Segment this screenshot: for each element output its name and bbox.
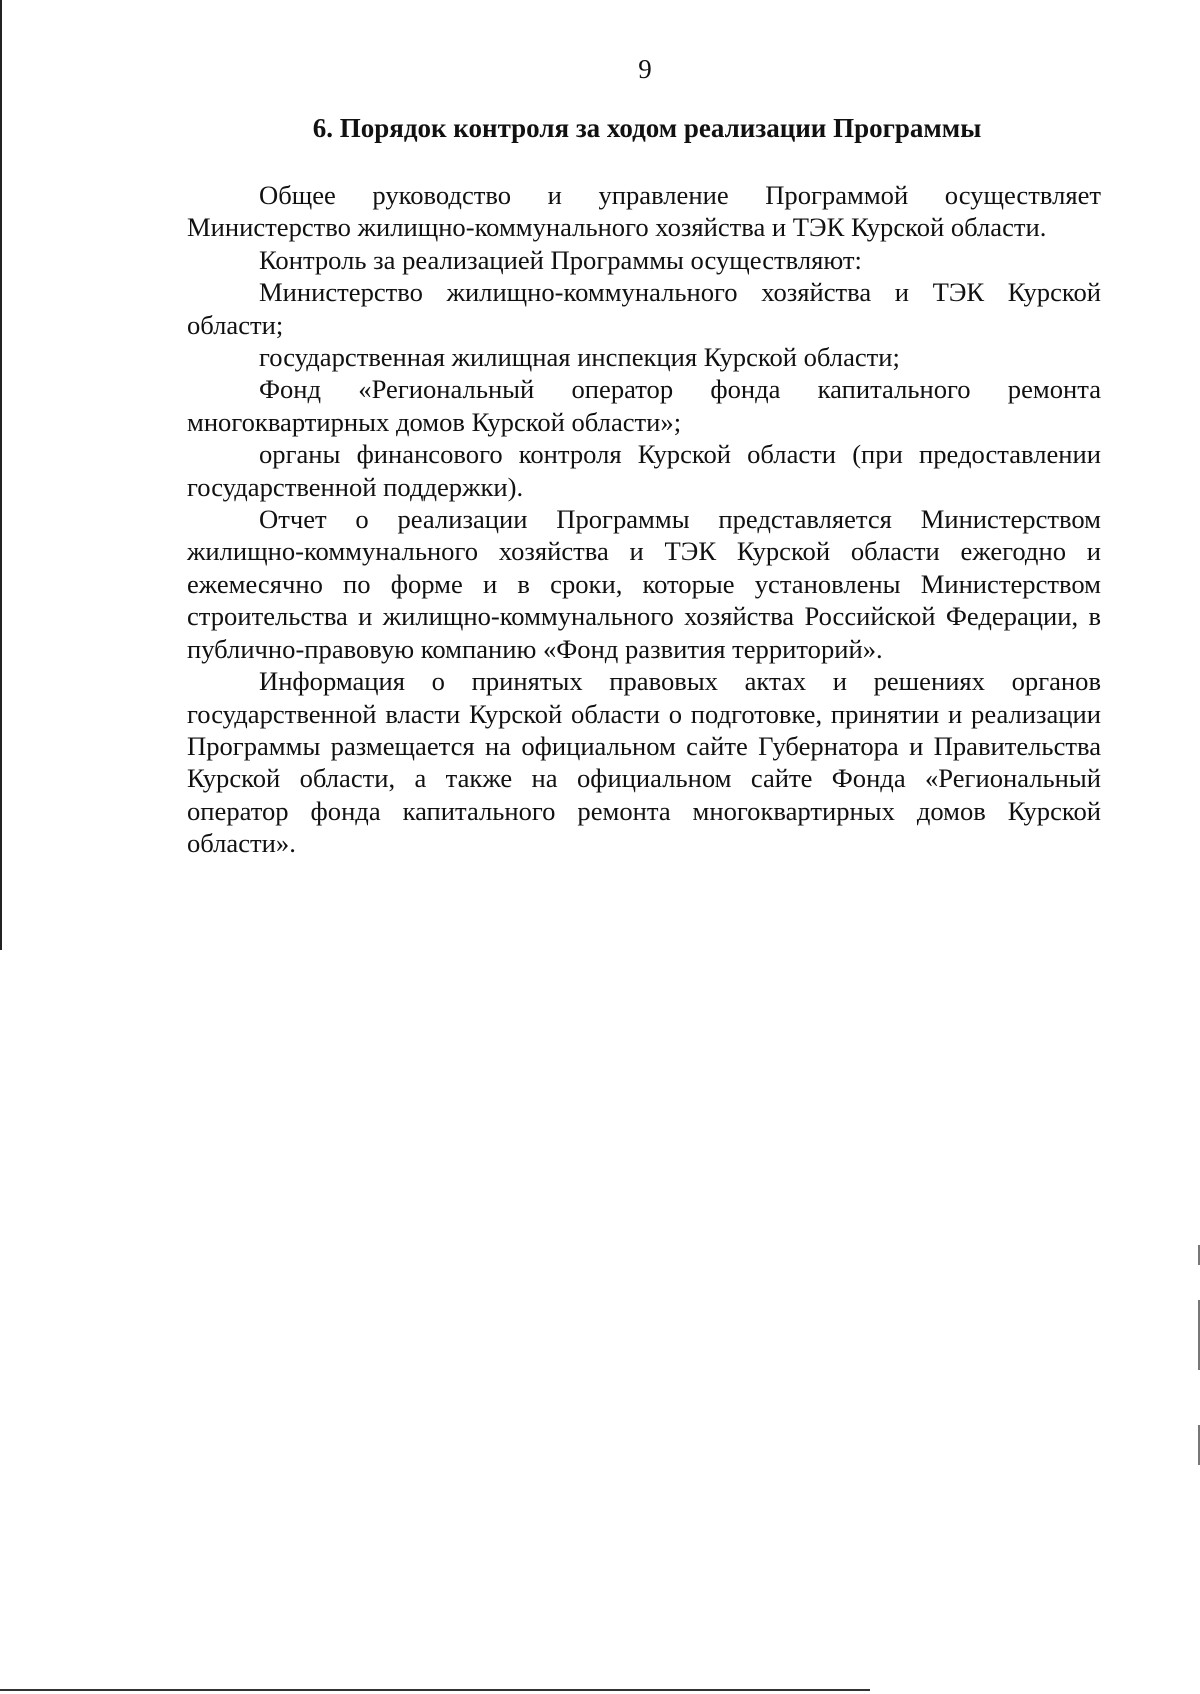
- document-body: [187, 179, 1101, 860]
- paragraph-report: Отчет о реализации Программы представляется Министерством жилищно-коммунального хозяйства и ТЭК Курской области ежегодно и ежемесячно по форме и в сроки, которые установлены Министерством строительства и жилищно-коммунального хозяйства Российской Федерации, в публично-правовую компанию «Фонд развития территорий».: [187, 504, 1101, 664]
- list-item-ministry: Министерство жилищно-коммунального хозяйства и ТЭК Курской области;: [187, 277, 1101, 340]
- paragraph-general-management: Общее руководство и управление Программой осуществляет Министерство жилищно-коммунального хозяйства и ТЭК Курской области.: [187, 180, 1101, 243]
- paragraph-control-intro: Контроль за реализацией Программы осуществляют:: [259, 244, 862, 275]
- section-title: 6. Порядок контроля за ходом реализации Программы: [312, 113, 982, 143]
- page-number: 9: [638, 54, 652, 84]
- paragraph-information: Информация о принятых правовых актах и решениях органов государственной власти Курской области о подготовке, принятии и реализации Программы размещается на официальном сайте Губернатора и Правительства Курской области, а также на официальном сайте Фонда «Региональный оператор фонда капитального ремонта многоквартирных домов Курской области».: [187, 666, 1101, 859]
- list-item-regional-fund: Фонд «Региональный оператор фонда капитального ремонта многоквартирных домов Курской области»;: [187, 374, 1101, 437]
- list-item-housing-inspection: государственная жилищная инспекция Курской области;: [259, 342, 900, 373]
- scan-border-left: [0, 0, 2, 950]
- scan-border-bottom: [0, 1689, 870, 1691]
- list-item-financial-control: органы финансового контроля Курской области (при предоставлении государственной поддержки).: [187, 439, 1101, 502]
